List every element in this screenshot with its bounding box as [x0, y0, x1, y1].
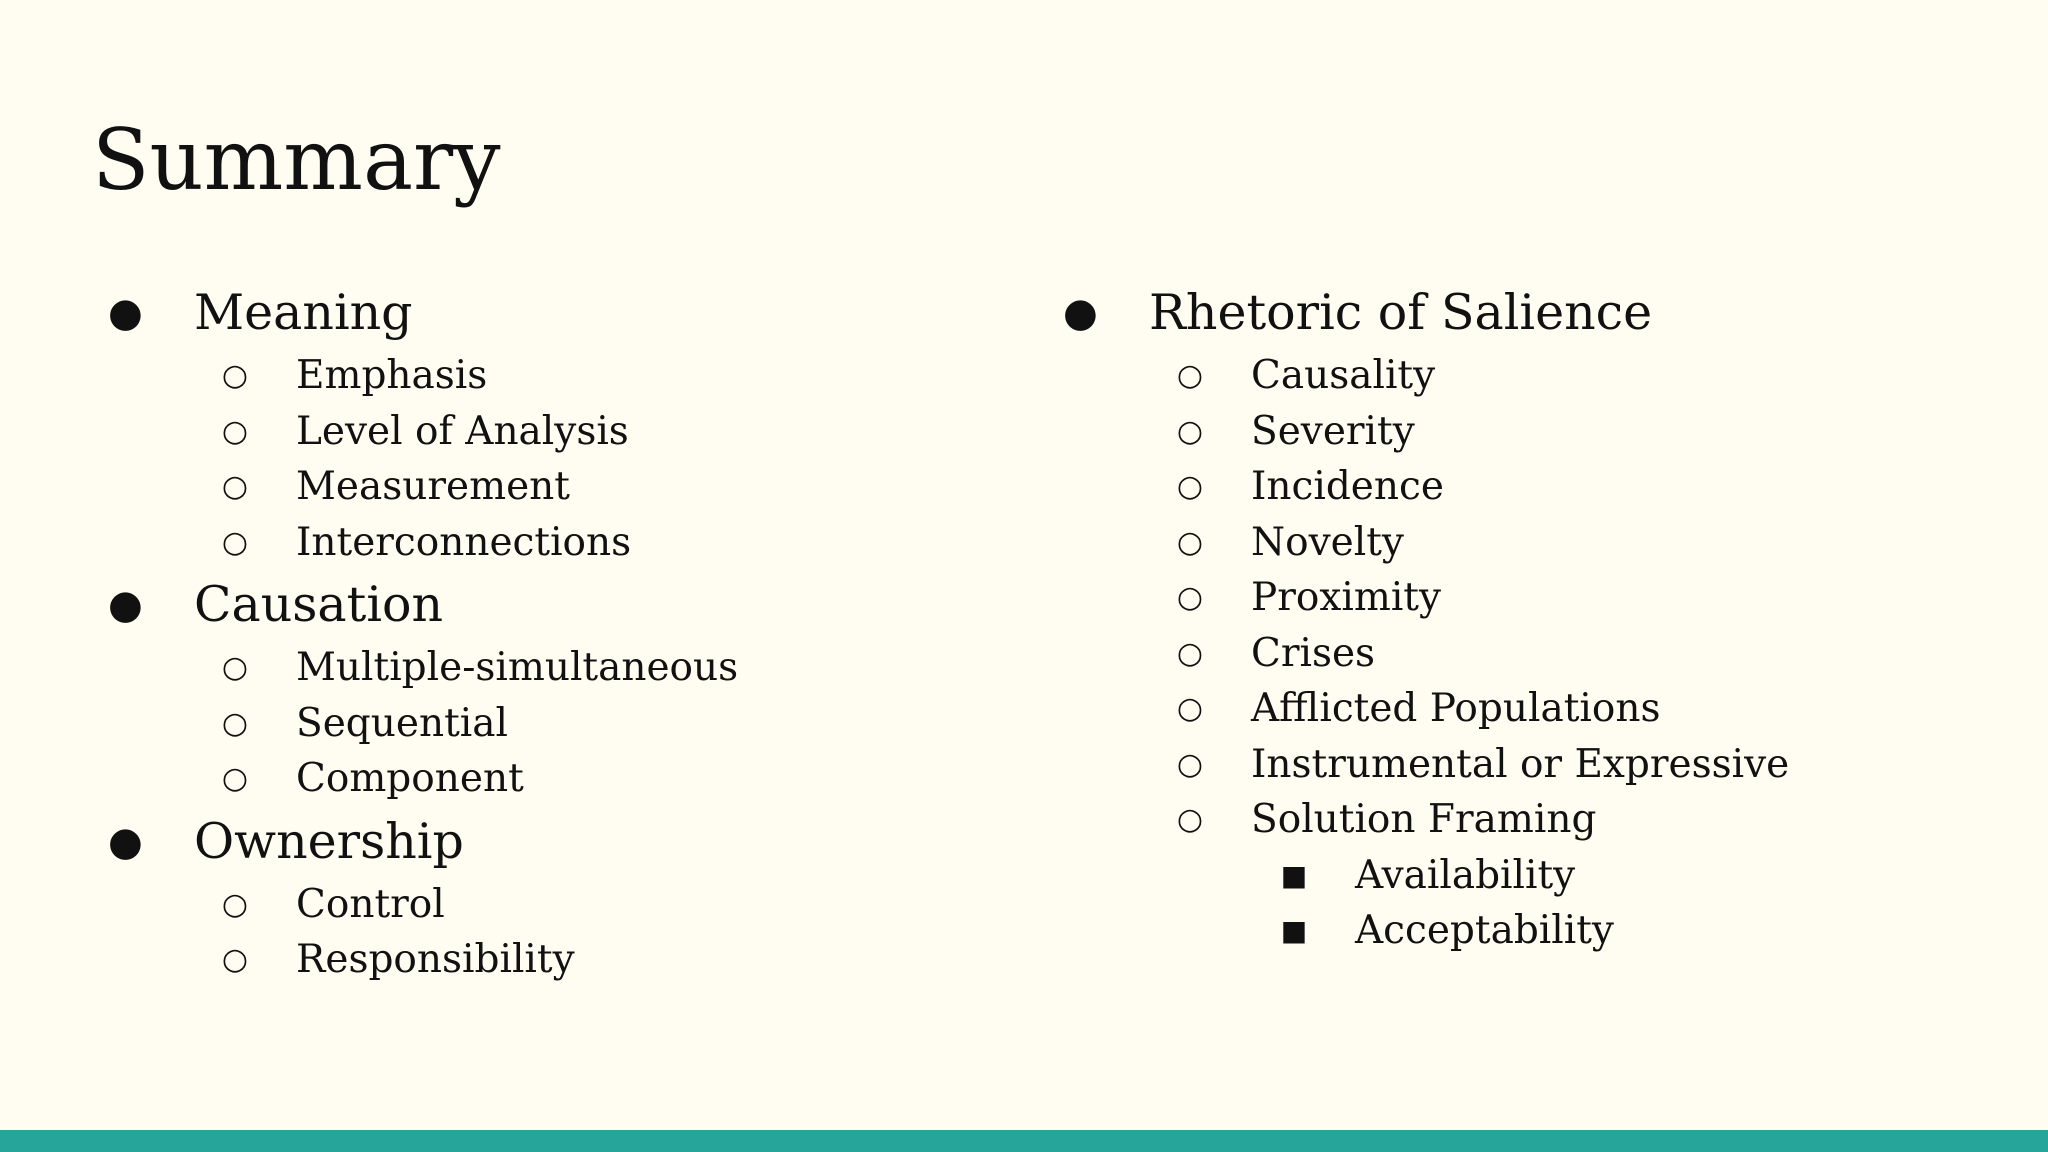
list-item-label: Severity: [1251, 408, 1415, 454]
list-item-solution-framing: [1063, 792, 1963, 848]
filled-circle-bullet-icon: ●: [1063, 290, 1098, 336]
list-item-availability: [1063, 848, 1963, 904]
list-item-rhetoric-of-salience: [1063, 278, 1963, 348]
hollow-circle-bullet-icon: ○: [1176, 524, 1204, 560]
hollow-circle-bullet-icon: ○: [1176, 469, 1204, 504]
hollow-circle-bullet-icon: ○: [221, 886, 249, 922]
list-item-label: Measurement: [296, 464, 570, 509]
list-item-multiple-simultaneous: [108, 640, 1008, 696]
list-item-label: Causality: [1251, 353, 1436, 398]
list-item-acceptability: [1063, 903, 1963, 959]
list-item-label: Emphasis: [296, 353, 488, 398]
list-item-label: Multiple-simultaneous: [296, 645, 739, 690]
list-item-crises: [1063, 626, 1963, 682]
list-item-causality: [1063, 348, 1963, 404]
list-item-measurement: [108, 459, 1008, 515]
list-item-instrumental-or-expressive: [1063, 737, 1963, 793]
list-item-label: Responsibility: [296, 937, 575, 982]
footer-accent-bar: [0, 1130, 2048, 1152]
slide-title: Summary: [92, 111, 501, 209]
hollow-circle-bullet-icon: ○: [221, 942, 249, 977]
list-item-control: [108, 877, 1008, 933]
hollow-circle-bullet-icon: ○: [1176, 746, 1204, 782]
hollow-circle-bullet-icon: ○: [221, 524, 249, 560]
list-item-component: [108, 751, 1008, 807]
filled-circle-bullet-icon: ●: [108, 582, 143, 628]
list-item-label: Causation: [194, 576, 444, 633]
list-item-ownership: [108, 807, 1008, 877]
hollow-circle-bullet-icon: ○: [1176, 413, 1204, 449]
hollow-circle-bullet-icon: ○: [1176, 635, 1204, 671]
list-item-label: Level of Analysis: [296, 408, 629, 454]
list-item-label: Afflicted Populations: [1251, 686, 1661, 731]
hollow-circle-bullet-icon: ○: [221, 761, 249, 796]
list-item-sequential: [108, 696, 1008, 752]
list-item-emphasis: [108, 348, 1008, 404]
list-item-label: Novelty: [1251, 519, 1404, 565]
right-bullet-list: [1063, 278, 1963, 959]
hollow-circle-bullet-icon: ○: [1176, 358, 1204, 393]
list-item-severity: [1063, 404, 1963, 460]
filled-square-bullet-icon: ■: [1280, 858, 1308, 892]
list-item-label: Solution Framing: [1251, 797, 1597, 842]
list-item-label: Interconnections: [296, 519, 632, 565]
list-item-level-of-analysis: [108, 404, 1008, 460]
left-bullet-list: [108, 278, 1008, 988]
list-item-label: Acceptability: [1355, 908, 1614, 953]
filled-circle-bullet-icon: ●: [108, 818, 143, 865]
list-item-interconnections: [108, 515, 1008, 571]
list-item-label: Incidence: [1251, 464, 1444, 509]
hollow-circle-bullet-icon: ○: [1176, 580, 1204, 615]
hollow-circle-bullet-icon: ○: [221, 469, 249, 504]
list-item-incidence: [1063, 459, 1963, 515]
list-item-label: Control: [296, 881, 445, 927]
list-item-label: Ownership: [194, 812, 464, 870]
list-item-novelty: [1063, 515, 1963, 571]
list-item-label: Availability: [1355, 852, 1576, 898]
list-item-label: Meaning: [194, 284, 413, 341]
list-item-label: Instrumental or Expressive: [1251, 741, 1790, 787]
list-item-label: Rhetoric of Salience: [1149, 284, 1653, 341]
filled-square-bullet-icon: ■: [1280, 914, 1308, 947]
list-item-label: Proximity: [1251, 575, 1441, 620]
list-item-causation: [108, 570, 1008, 640]
list-item-responsibility: [108, 932, 1008, 988]
list-item-label: Sequential: [296, 700, 508, 746]
list-item-meaning: [108, 278, 1008, 348]
hollow-circle-bullet-icon: ○: [1176, 802, 1204, 837]
list-item-label: Crises: [1251, 630, 1376, 676]
filled-circle-bullet-icon: ●: [108, 290, 143, 336]
hollow-circle-bullet-icon: ○: [221, 705, 249, 741]
hollow-circle-bullet-icon: ○: [1176, 691, 1204, 726]
list-item-label: Component: [296, 756, 524, 801]
hollow-circle-bullet-icon: ○: [221, 650, 249, 685]
hollow-circle-bullet-icon: ○: [221, 413, 249, 449]
list-item-proximity: [1063, 570, 1963, 626]
hollow-circle-bullet-icon: ○: [221, 358, 249, 393]
list-item-afflicted-populations: [1063, 681, 1963, 737]
